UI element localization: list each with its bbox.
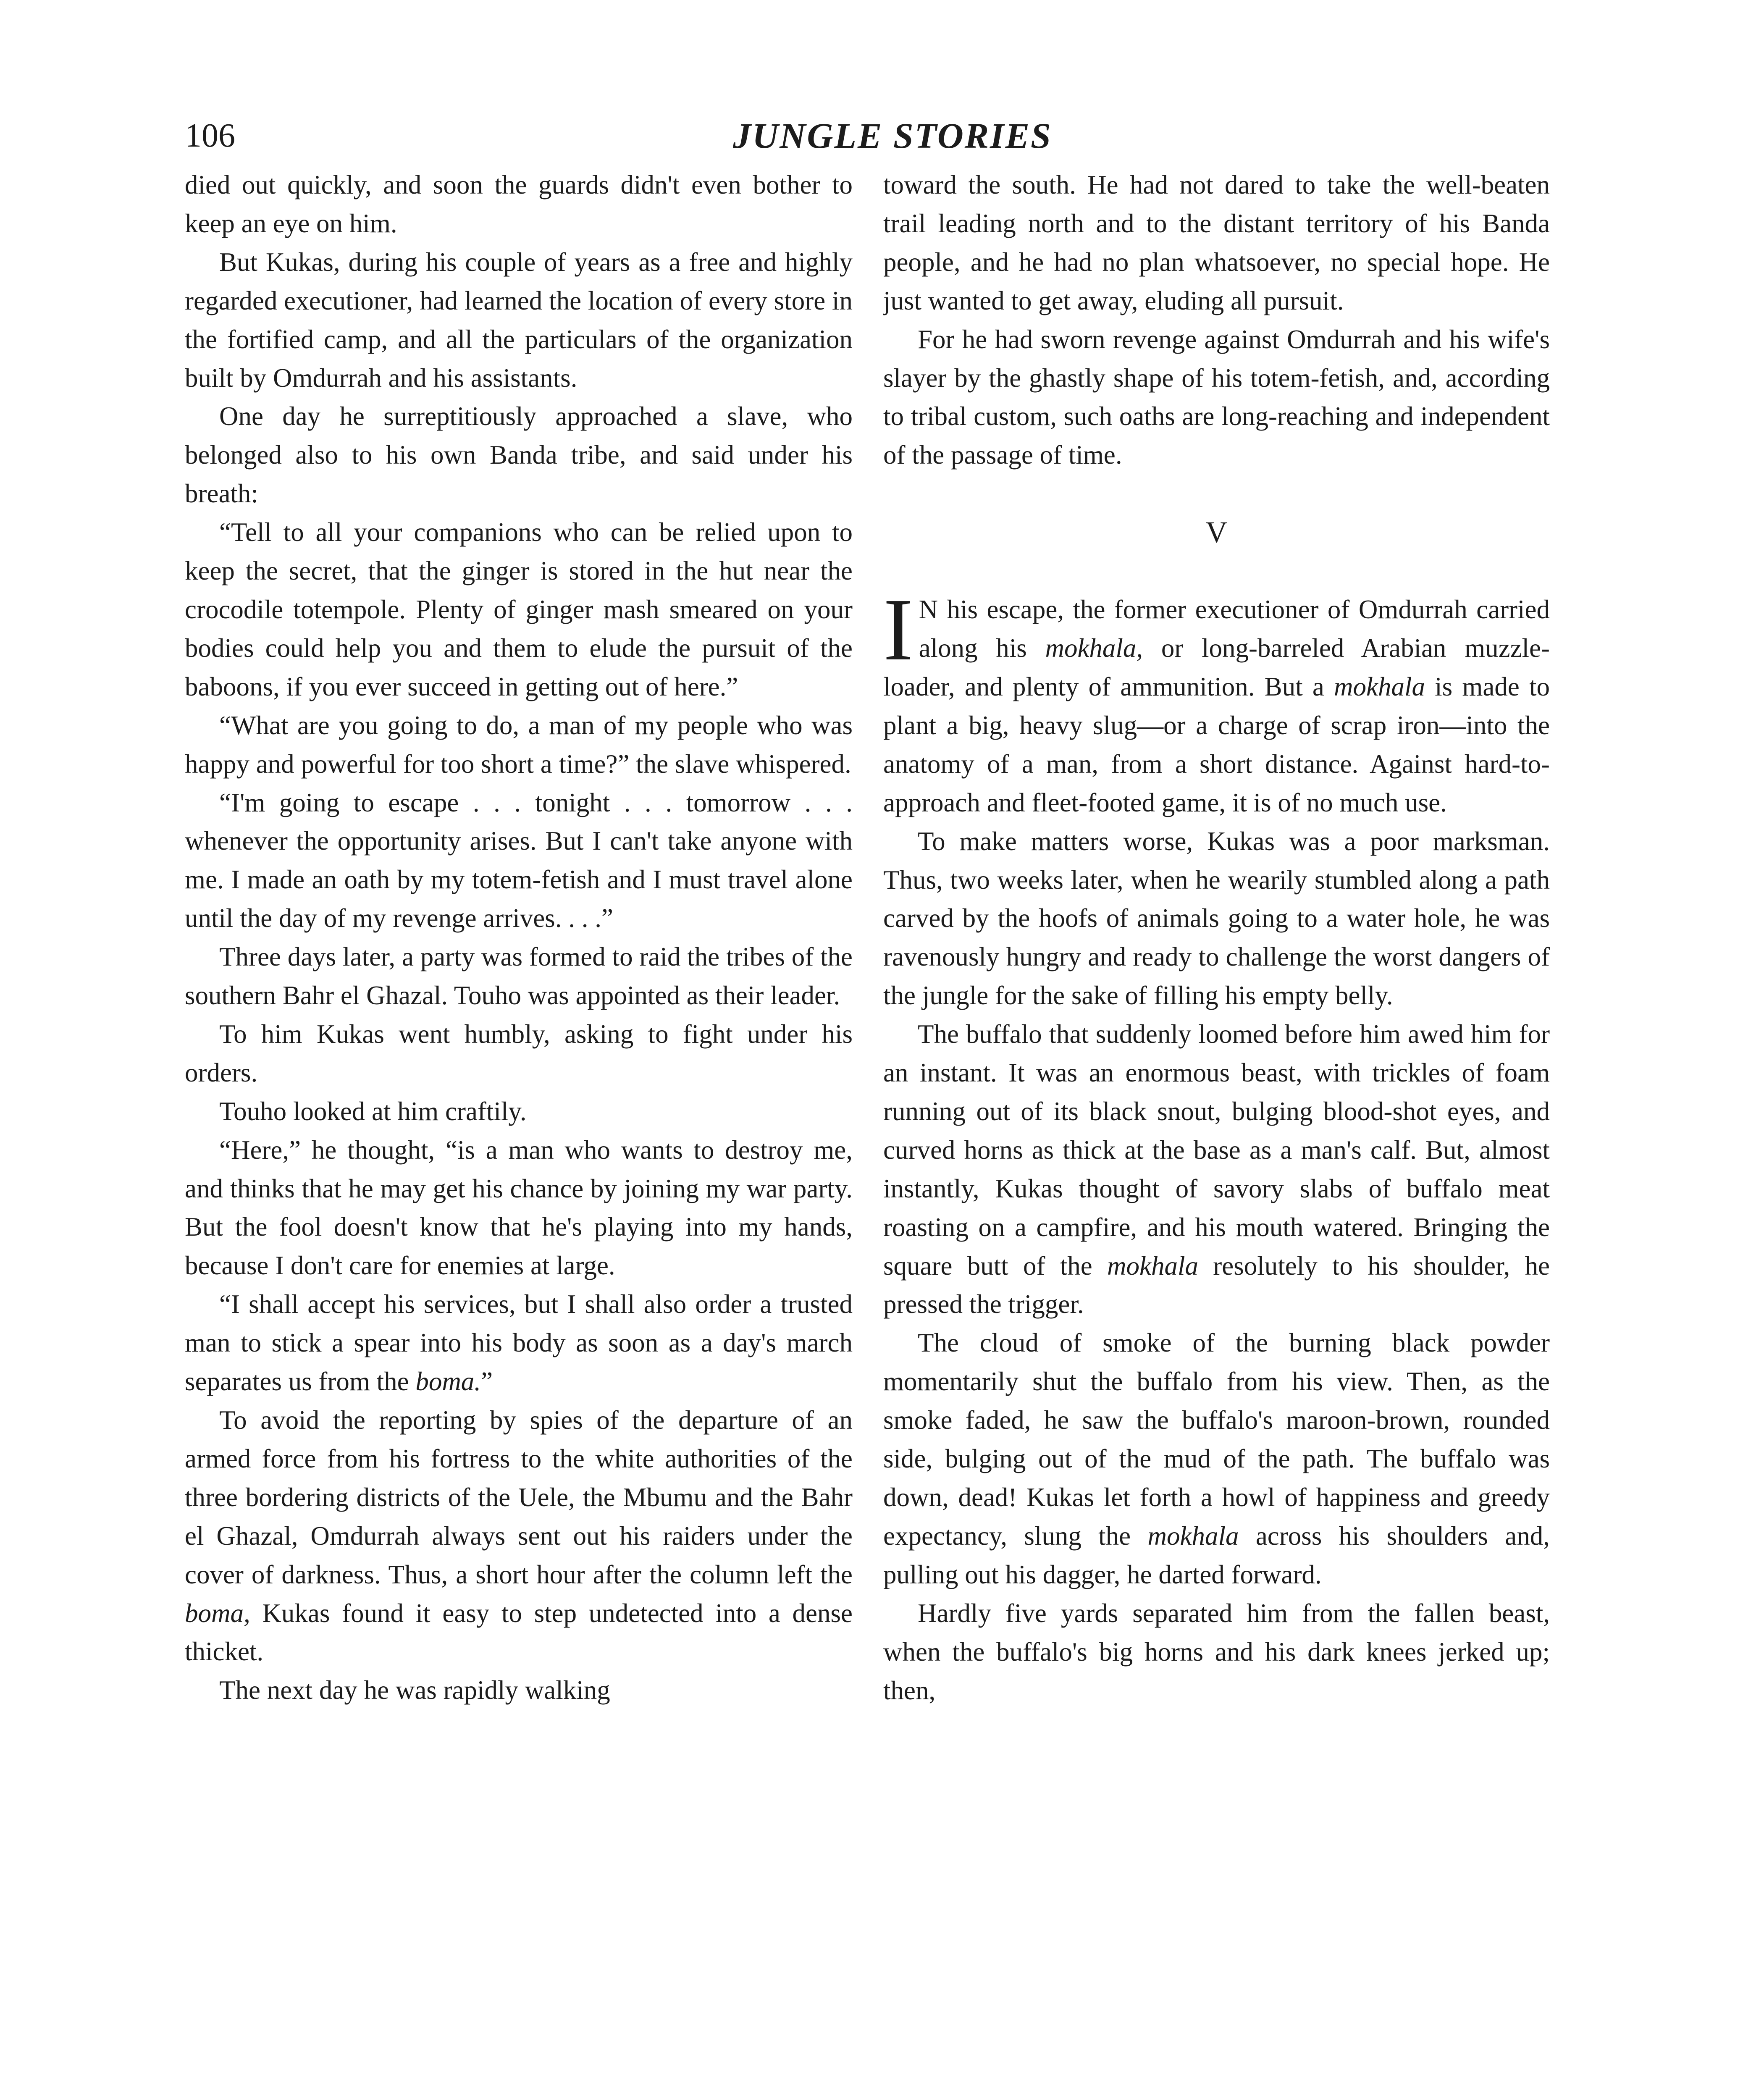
text-run: Kukas found it easy to step undetected into a dense thicket. xyxy=(185,1598,853,1667)
text-run: resolutely to his shoulder, he pressed the trigger. xyxy=(883,1251,1550,1319)
text-run: “Tell to all your companions who can be relied upon to keep the secret, that the ginger is stored in the hut near the crocodile totempole. Plenty of ginger mash smeared on your bodies could help you and them to elude the pursuit of the baboons, if you ever succeed in getting out of here.” xyxy=(185,517,853,701)
italic-text: mokhala, xyxy=(1045,633,1143,663)
text-run: “I shall accept his services, but I shall also order a trusted man to stick a spear into his body as soon as a day's march separates us from the xyxy=(185,1289,853,1396)
text-run: To make matters worse, Kukas was a poor marksman. Thus, two weeks later, when he wearily stumbled along a path carved by the hoofs of animals going to a water hole, he was ravenously hungry and ready to challenge the worst dangers of the jungle for the sake of filling his empty belly. xyxy=(883,826,1550,1011)
text-run: ” xyxy=(481,1367,493,1396)
text-run: To avoid the reporting by spies of the departure of an armed force from his fortress to the white authorities of the three bordering districts of the Uele, the Mbumu and the Bahr el Ghazal, Omdurrah always sent out his raiders under the cover of darkness. Thus, a short hour after the column left the xyxy=(185,1405,853,1589)
paragraph xyxy=(185,938,853,1015)
paragraph xyxy=(185,166,853,243)
text-run: “I'm going to escape . . . tonight . . . tomorrow . . . whenever the opportunity arises. But I can't take anyone with me. I made an oath by my totem-fetish and I must travel alone until the day of my revenge arrives. . . .” xyxy=(185,788,853,933)
paragraph xyxy=(883,166,1550,320)
text-run: But Kukas, during his couple of years as a free and highly regarded executioner, had learned the location of every store in the fortified camp, and all the particulars of the organization built by Omdurrah and his assistants. xyxy=(185,247,853,393)
page-number: 106 xyxy=(185,117,235,154)
italic-text: mokhala xyxy=(1334,672,1425,701)
text-run: “What are you going to do, a man of my people who was happy and powerful for too short a time?” the slave whispered. xyxy=(185,710,853,779)
italic-text: mokhala xyxy=(1107,1251,1198,1281)
paragraph xyxy=(883,580,1550,822)
text-run: toward the south. He had not dared to take the well-beaten trail leading north and to the distant territory of his Banda people, and he had no plan whatsoever, no special hope. He just wanted to get away, eluding all pursuit. xyxy=(883,170,1550,315)
text-run: The cloud of smoke of the burning black powder momentarily shut the buffalo from his view. Then, as the smoke faded, he saw the buffalo's maroon-brown, rounded side, bulging out of the mud of the path. The buffalo was down, dead! Kukas let forth a howl of happiness and greedy expectancy, slung the xyxy=(883,1328,1550,1551)
italic-text: boma. xyxy=(415,1367,481,1396)
text-run: or long-barreled Arabian muzzle-loader, and plenty of ammunition. But a xyxy=(883,633,1550,701)
paragraph xyxy=(185,243,853,398)
text-run: One day he surreptitiously approached a slave, who belonged also to his own Banda tribe, and said under his breath: xyxy=(185,402,853,509)
text-run: The buffalo that suddenly loomed before him awed him for an instant. It was an enormous beast, with trickles of foam running out of its black snout, bulging blood-shot eyes, and curved horns as thick at the base as a man's calf. But, almost instantly, Kukas thought of savory slabs of buffalo meat roasting on a campfire, and his mouth watered. Bringing the square butt of the xyxy=(883,1019,1550,1281)
paragraph xyxy=(185,1092,853,1131)
text-run: To him Kukas went humbly, asking to fight under his orders. xyxy=(185,1019,853,1087)
paragraph xyxy=(883,1015,1550,1324)
paragraph xyxy=(883,320,1550,475)
text-run: Hardly five yards separated him from the fallen beast, when the buffalo's big horns and his dark knees jerked up; then, xyxy=(883,1598,1550,1705)
running-title: JUNGLE STORIES xyxy=(733,116,1052,156)
italic-text: mokhala xyxy=(1147,1521,1239,1551)
text-run: died out quickly, and soon the guards didn't even bother to keep an eye on him. xyxy=(185,170,853,238)
text-run: Three days later, a party was formed to raid the tribes of the southern Bahr el Ghazal. Touho was appointed as their leader. xyxy=(185,942,853,1011)
paragraph xyxy=(185,1131,853,1286)
italic-text: boma, xyxy=(185,1598,250,1628)
text-run: The next day he was rapidly walking xyxy=(219,1675,610,1705)
right-column-before-section xyxy=(883,166,1550,475)
paragraph xyxy=(185,706,853,784)
text-run: “Here,” he thought, “is a man who wants to destroy me, and thinks that he may get his chance by joining my war party. But the fool doesn't know that he's playing into my hands, because I don't care for enemies at large. xyxy=(185,1135,853,1281)
paragraph xyxy=(185,1285,853,1401)
right-column-after-section xyxy=(883,580,1550,1710)
text-run: across his shoulders and, pulling out his dagger, he darted forward. xyxy=(883,1521,1550,1589)
drop-cap: I xyxy=(883,580,913,679)
text-run: N his escape, the former executioner of Omdurrah carried along his xyxy=(919,595,1550,663)
paragraph xyxy=(185,1015,853,1092)
paragraph xyxy=(185,1401,853,1671)
left-column xyxy=(185,166,853,2100)
paragraph xyxy=(883,1324,1550,1594)
section-heading: V xyxy=(1205,515,1228,549)
text-run: is made to plant a big, heavy slug—or a charge of scrap iron—into the anatomy of a man, from a short distance. Against hard-to-approach and fleet-footed game, it is of no much use. xyxy=(883,672,1550,817)
paragraph xyxy=(185,784,853,938)
paragraph xyxy=(883,1594,1550,1710)
paragraph xyxy=(185,397,853,513)
text-run: For he had sworn revenge against Omdurrah and his wife's slayer by the ghastly shape of his totem-fetish, and, according to tribal custom, such oaths are long-reaching and independent of the passage of time. xyxy=(883,324,1550,470)
paragraph xyxy=(185,513,853,706)
right-column xyxy=(883,166,1550,2100)
page-header xyxy=(168,113,1617,159)
paragraph xyxy=(883,822,1550,1016)
paragraph xyxy=(185,1671,853,1710)
text-run: Touho looked at him craftily. xyxy=(219,1096,527,1126)
